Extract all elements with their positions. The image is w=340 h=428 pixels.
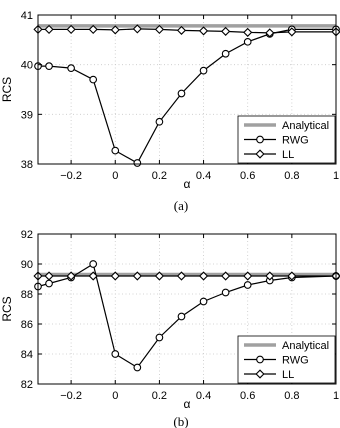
point-rwg xyxy=(68,65,75,72)
legend-label-ll: LL xyxy=(282,369,295,381)
point-rwg xyxy=(46,280,53,287)
point-rwg xyxy=(90,76,97,83)
legend-marker-rwg xyxy=(257,136,264,143)
y-axis-label: RCS xyxy=(0,296,14,322)
point-rwg xyxy=(244,39,251,46)
point-rwg xyxy=(244,282,251,289)
y-tick-label: 38 xyxy=(20,159,33,171)
point-rwg xyxy=(90,261,97,268)
chart-panel-0 xyxy=(0,10,340,213)
point-rwg xyxy=(222,289,229,296)
y-tick-label: 92 xyxy=(20,229,33,241)
y-tick-label: 84 xyxy=(20,349,33,361)
x-tick-label: 0.2 xyxy=(151,390,168,402)
chart-panel-1 xyxy=(0,229,340,428)
x-tick-label: 0.8 xyxy=(284,390,300,402)
point-rwg xyxy=(222,50,229,57)
x-tick-label: 0.6 xyxy=(240,390,256,402)
y-tick-label: 39 xyxy=(20,109,33,122)
point-rwg xyxy=(134,364,141,371)
legend-marker-rwg xyxy=(257,356,264,363)
y-axis-label: RCS xyxy=(0,76,14,103)
point-ll xyxy=(200,27,208,35)
point-ll xyxy=(244,29,252,37)
x-axis-label: α xyxy=(183,177,191,191)
point-rwg xyxy=(156,334,163,341)
point-rwg xyxy=(178,313,185,320)
y-tick-label: 41 xyxy=(20,10,33,22)
x-tick-label: 0.2 xyxy=(151,170,168,182)
point-ll xyxy=(222,28,230,36)
point-ll xyxy=(178,27,186,35)
legend xyxy=(238,116,335,163)
panel-caption: (a) xyxy=(173,198,189,213)
legend-label-rwg: RWG xyxy=(282,354,309,367)
point-rwg xyxy=(156,118,163,125)
legend-label-rwg: RWG xyxy=(282,134,309,147)
x-tick-label: −0.2 xyxy=(60,390,82,402)
x-tick-label: 0.4 xyxy=(195,170,212,182)
point-rwg xyxy=(200,67,207,74)
point-rwg xyxy=(46,63,53,70)
point-rwg xyxy=(112,147,119,154)
y-tick-label: 88 xyxy=(20,289,33,301)
legend-label-analytical: Analytical xyxy=(282,120,330,132)
point-rwg xyxy=(178,90,185,97)
x-tick-label: 0.4 xyxy=(195,390,212,402)
legend-label-ll: LL xyxy=(282,149,295,161)
y-tick-label: 90 xyxy=(20,259,33,271)
y-tick-label: 40 xyxy=(20,59,33,72)
x-axis-label: α xyxy=(183,397,191,411)
x-tick-label: 0.8 xyxy=(284,170,300,182)
point-rwg xyxy=(200,298,207,305)
y-tick-label: 82 xyxy=(20,379,33,391)
x-tick-label: 1 xyxy=(332,170,340,182)
x-tick-label: 0 xyxy=(112,170,119,182)
x-tick-label: 1 xyxy=(332,390,340,402)
x-tick-label: 0 xyxy=(112,390,119,402)
panel-caption: (b) xyxy=(173,414,189,428)
legend xyxy=(238,336,335,383)
point-rwg xyxy=(134,160,141,167)
point-rwg xyxy=(112,351,119,358)
x-tick-label: 0.6 xyxy=(240,170,256,182)
legend-label-analytical: Analytical xyxy=(282,340,330,352)
y-tick-label: 86 xyxy=(20,319,33,331)
x-tick-label: −0.2 xyxy=(60,170,82,182)
